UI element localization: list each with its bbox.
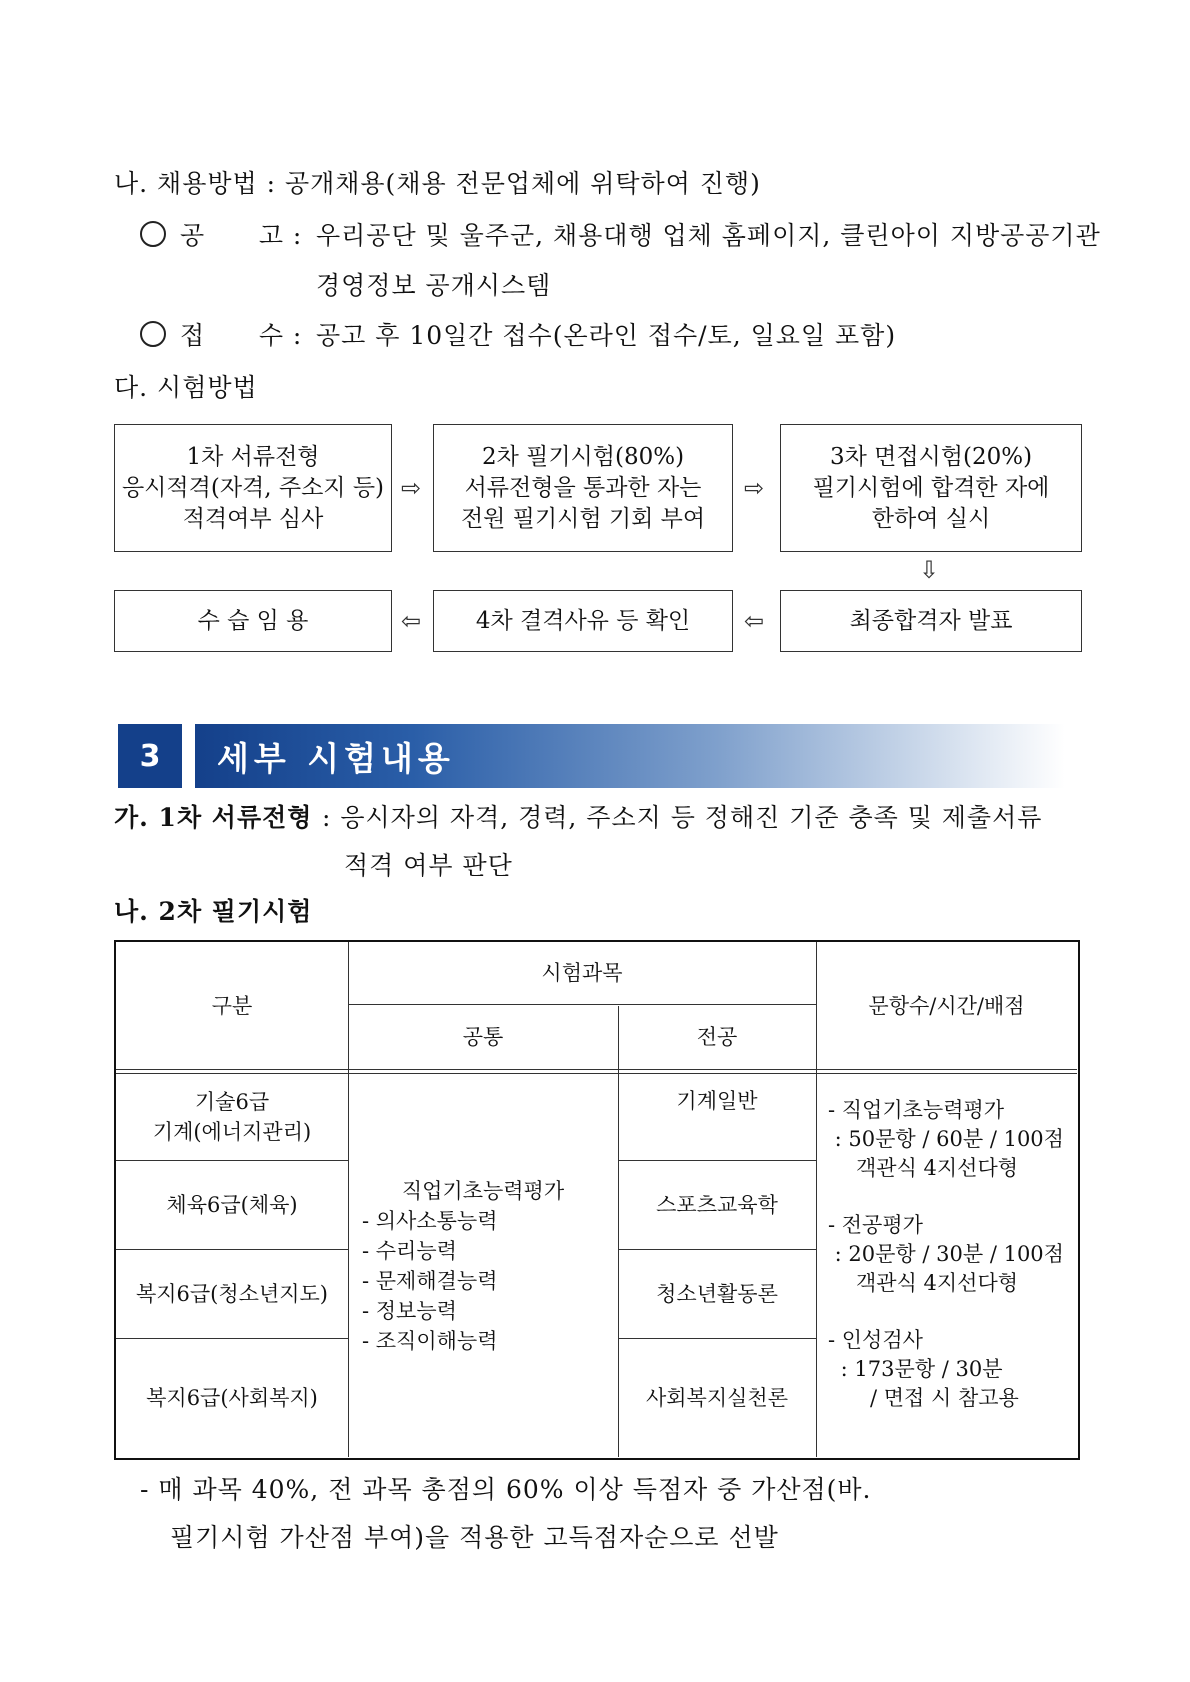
section-number: 3 <box>118 724 182 788</box>
table-row-major <box>618 1074 816 1160</box>
major-text: 기계일반 <box>676 1089 758 1113</box>
info-line: : 50문항 / 60분 / 100점 <box>828 1127 1064 1151</box>
arrow-right-icon: ⇨ <box>401 474 422 502</box>
section-title: 세부 시험내용 <box>217 738 455 778</box>
selection-note-line2: 필기시험 가산점 부여)을 적용한 고득점자순으로 선발 <box>170 1523 779 1552</box>
info-line: 객관식 4지선다형 <box>856 1156 1019 1180</box>
info-line: - 인성검사 <box>828 1328 923 1352</box>
info-block-personality <box>828 1326 1076 1413</box>
category-text: 기술6급 <box>194 1090 270 1114</box>
flow-box-line: 1차 서류전형 <box>186 443 320 470</box>
common-item: - 문제해결능력 <box>362 1268 498 1293</box>
info-block-basic <box>828 1096 1076 1183</box>
flow-box-document-screening <box>114 424 392 552</box>
flow-box-line: 4차 결격사유 등 확인 <box>475 607 691 634</box>
table-row-major <box>618 1161 816 1249</box>
info-line: : 173문항 / 30분 <box>834 1357 1003 1381</box>
info-block-major <box>828 1211 1076 1298</box>
circle-bullet-icon <box>140 221 166 247</box>
flow-box-line: 전원 필기시험 기회 부여 <box>460 505 706 532</box>
category-text: 기계(에너지관리) <box>152 1120 312 1144</box>
flow-box-probation <box>114 590 392 652</box>
exam-method-heading: 다. 시험방법 <box>114 373 258 402</box>
header-text: 시험과목 <box>541 961 623 985</box>
category-text: 복지6급(사회복지) <box>146 1386 318 1410</box>
common-item: - 조직이해능력 <box>362 1328 498 1353</box>
table-row-major <box>618 1250 816 1338</box>
flow-box-line: 필기시험에 합격한 자에 <box>812 474 1050 501</box>
arrow-left-icon: ⇦ <box>401 607 422 635</box>
arrow-left-icon: ⇦ <box>744 607 765 635</box>
info-line: : 20문항 / 30분 / 100점 <box>828 1242 1064 1266</box>
document-screening-line1: : 응시자의 자격, 경력, 주소지 등 정해진 기준 충족 및 제출서류 <box>322 803 1043 832</box>
info-line: / 면접 시 참고용 <box>870 1386 1019 1410</box>
application-item <box>140 320 302 352</box>
table-row-category <box>116 1339 348 1457</box>
notice-item <box>140 220 302 252</box>
flow-box-line: 3차 면접시험(20%) <box>829 443 1033 470</box>
category-text: 체육6급(체육) <box>166 1193 298 1217</box>
flow-box-interview <box>780 424 1082 552</box>
flow-box-disqualification-check <box>433 590 733 652</box>
flow-box-line: 수 습 임 용 <box>197 607 309 634</box>
flow-box-line: 응시적격(자격, 주소지 등) <box>121 474 385 501</box>
written-exam-table <box>114 940 1080 1460</box>
header-common <box>348 1004 618 1070</box>
flow-box-line: 서류전형을 통과한 자는 <box>464 474 702 501</box>
flow-box-line: 최종합격자 발표 <box>849 607 1013 634</box>
arrow-down-icon: ⇩ <box>919 556 940 584</box>
major-text: 스포츠교육학 <box>656 1193 778 1217</box>
info-line: - 전공평가 <box>828 1213 923 1237</box>
circle-bullet-icon <box>140 321 166 347</box>
recruit-method-heading: 나. 채용방법 : 공개채용(채용 전문업체에 위탁하여 진행) <box>114 169 761 198</box>
header-category <box>116 942 348 1070</box>
application-text: 공고 후 10일간 접수(온라인 접수/토, 일요일 포함) <box>316 321 897 350</box>
flow-box-line: 2차 필기시험(80%) <box>481 443 685 470</box>
common-subjects-cell <box>348 1074 618 1457</box>
common-title: 직업기초능력평가 <box>401 1178 565 1203</box>
common-item: - 수리능력 <box>362 1238 457 1263</box>
info-line: - 직업기초능력평가 <box>828 1098 1005 1122</box>
header-subjects <box>348 942 816 1004</box>
header-info <box>816 942 1077 1070</box>
major-text: 청소년활동론 <box>656 1282 778 1306</box>
written-exam-heading: 나. 2차 필기시험 <box>114 897 313 926</box>
arrow-right-icon: ⇨ <box>744 474 765 502</box>
table-row-category <box>116 1250 348 1338</box>
info-cell <box>828 1096 1076 1413</box>
table-row-category <box>116 1074 348 1160</box>
header-text: 문항수/시간/배점 <box>868 994 1025 1018</box>
common-item: - 정보능력 <box>362 1298 457 1323</box>
selection-note-line1: - 매 과목 40%, 전 과목 총점의 60% 이상 득점자 중 가산점(바. <box>140 1475 872 1504</box>
header-text: 전공 <box>696 1025 738 1049</box>
section-title-bar <box>195 724 1065 788</box>
common-item: - 의사소통능력 <box>362 1208 498 1233</box>
flow-box-final-announcement <box>780 590 1082 652</box>
flow-box-line: 한하여 실시 <box>871 505 991 532</box>
category-text: 복지6급(청소년지도) <box>135 1282 329 1306</box>
notice-text-line2: 경영정보 공개시스템 <box>316 271 552 300</box>
table-row-category <box>116 1161 348 1249</box>
header-text: 구분 <box>211 994 253 1018</box>
table-row-major <box>618 1339 816 1457</box>
document-screening-label: 가. 1차 서류전형 <box>114 803 313 832</box>
flow-box-written-exam <box>433 424 733 552</box>
notice-label: 공 고 : <box>180 221 303 250</box>
flow-box-line: 적격여부 심사 <box>182 505 324 532</box>
major-text: 사회복지실천론 <box>645 1386 788 1410</box>
header-major <box>618 1004 816 1070</box>
header-text: 공통 <box>462 1025 504 1049</box>
notice-text-line1: 우리공단 및 울주군, 채용대행 업체 홈페이지, 클린아이 지방공공기관 <box>316 221 1101 250</box>
application-label: 접 수 : <box>180 321 303 350</box>
info-line: 객관식 4지선다형 <box>856 1271 1019 1295</box>
document-screening-line2: 적격 여부 판단 <box>344 851 513 880</box>
